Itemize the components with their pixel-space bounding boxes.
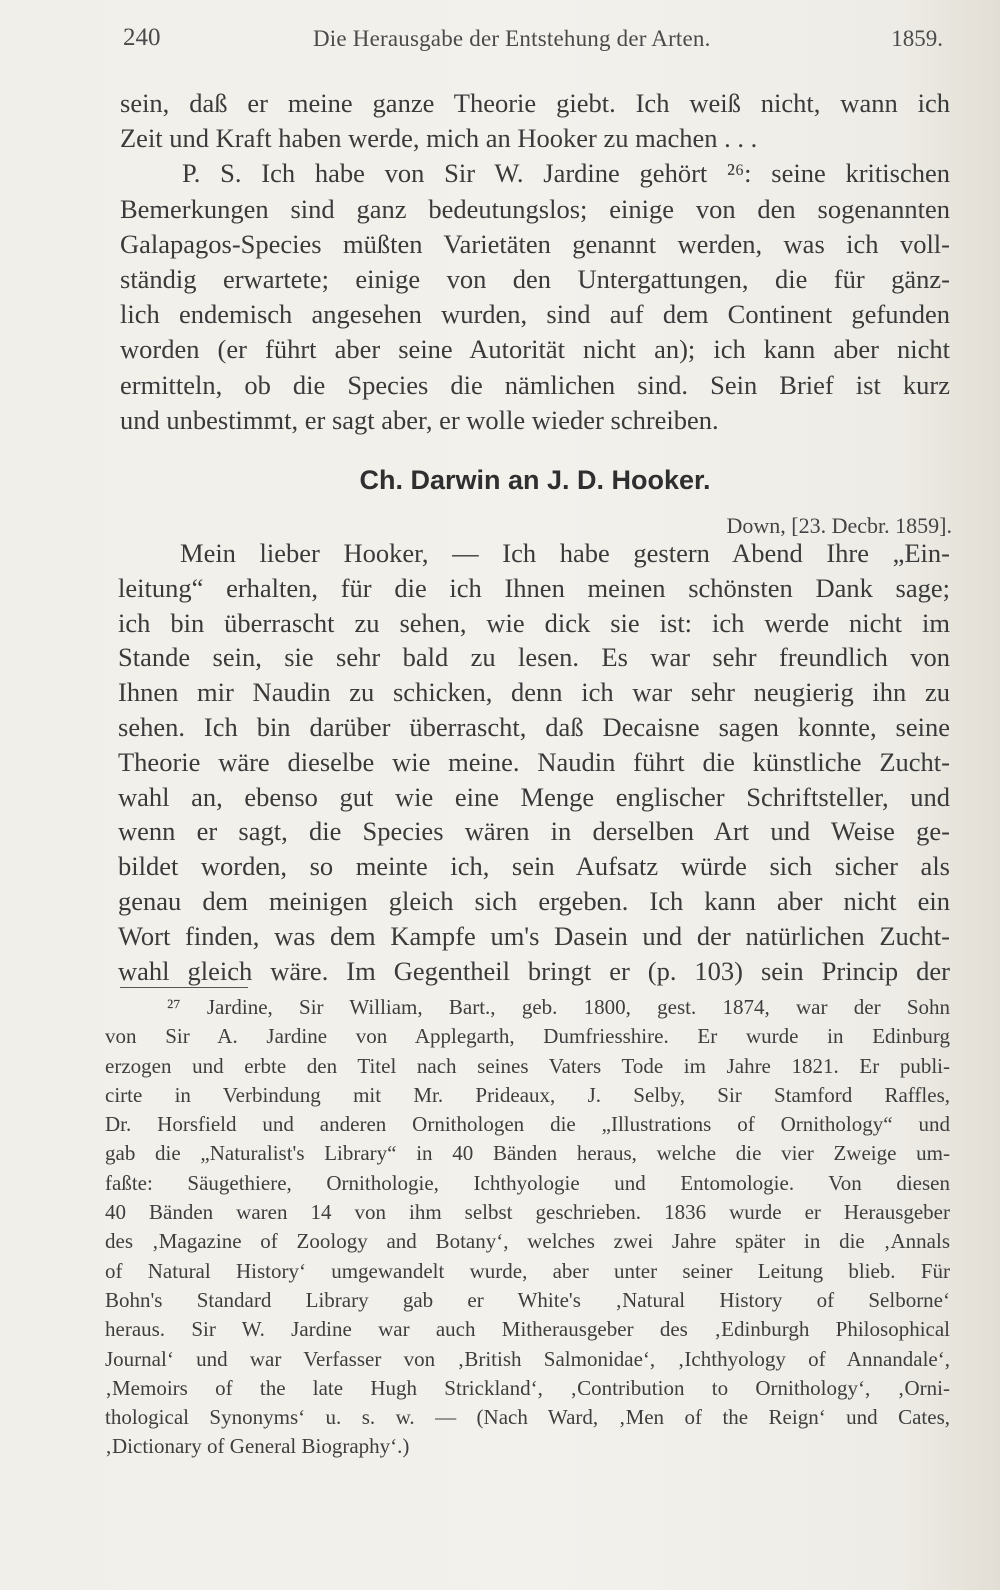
text-line: wahl gleich wäre. Im Gegentheil bringt er (p. 103) sein Princip der: [118, 955, 950, 986]
text-line: Mein lieber Hooker, — Ich habe gestern Abend Ihre „Ein-: [180, 538, 950, 568]
letter-heading: Ch. Darwin an J. D. Hooker.: [359, 465, 711, 495]
footnote-line: of Natural History‘ umgewandelt wurde, aber unter seiner Leitung blieb. Für: [105, 1258, 950, 1283]
footnote-line: ‚Dictionary of General Biography‘.): [105, 1434, 410, 1459]
text-line: ständig erwartete; einige von den Untergattungen, die für gänz-: [120, 263, 950, 294]
letter-body: [118, 536, 950, 988]
text-line: sehen. Ich bin darüber überrascht, daß Decaisne sagen konnte, seine: [118, 711, 950, 742]
text-line: wahl an, ebenso gut wie eine Menge englischer Schriftsteller, und: [118, 781, 950, 812]
page-number: 240: [123, 24, 161, 51]
text-line: P. S. Ich habe von Sir W. Jardine gehört ²⁶: seine kritischen: [182, 158, 950, 189]
footnote-line: heraus. Sir W. Jardine war auch Mitherausgeber des ‚Edinburgh Philosophical: [105, 1317, 950, 1342]
footnote-line: faßte: Säugethiere, Ornithologie, Ichthyologie und Entomologie. Von diesen: [105, 1170, 950, 1195]
text-line: Wort finden, was dem Kampfe um's Dasein und der natürlichen Zucht-: [118, 920, 950, 951]
text-line: Bemerkungen sind ganz bedeutungslos; einige von den sogenannten: [120, 193, 950, 224]
footnote-separator: [120, 987, 248, 988]
text-line: leitung“ erhalten, für die ich Ihnen meinen schönsten Dank sage;: [118, 572, 950, 603]
header-year: 1859.: [891, 26, 943, 51]
text-line: lich endemisch angesehen wurden, sind auf dem Continent gefunden: [120, 299, 950, 330]
text-line: ich bin überrascht zu sehen, wie dick sie ist: ich werde nicht im: [118, 607, 950, 638]
text-line: wenn er sagt, die Species wären in derselben Art und Weise ge-: [118, 816, 950, 847]
text-line: und unbestimmt, er sagt aber, er wolle wieder schreiben.: [120, 404, 719, 435]
footnote-line: von Sir A. Jardine von Applegarth, Dumfriesshire. Er wurde in Edinburg: [105, 1024, 950, 1049]
text-line: Stande sein, sie sehr bald zu lesen. Es war sehr freundlich von: [118, 642, 950, 673]
footnote-line: 40 Bänden waren 14 von ihm selbst geschrieben. 1836 wurde er Herausgeber: [105, 1200, 950, 1225]
text-line: Theorie wäre dieselbe wie meine. Naudin führt die künstliche Zucht-: [118, 746, 950, 777]
running-title: Die Herausgabe der Entstehung der Arten.: [313, 26, 711, 51]
continued-letter-text: [120, 86, 950, 438]
text-line: Galapagos-Species müßten Varietäten genannt werden, was ich voll-: [120, 228, 950, 259]
text-line: Zeit und Kraft haben werde, mich an Hooker zu machen . . .: [120, 123, 758, 154]
text-line: ermitteln, ob die Species die nämlichen sind. Sein Brief ist kurz: [120, 369, 950, 400]
footnote-line: ²⁷ Jardine, Sir William, Bart., geb. 1800, gest. 1874, war der Sohn: [167, 995, 950, 1019]
footnote-line: Journal‘ und war Verfasser von ‚British Salmonidae‘, ‚Ichthyology of Annandale‘,: [105, 1346, 950, 1371]
footnote-line: cirte in Verbindung mit Mr. Prideaux, J. Selby, Sir Stamford Raffles,: [105, 1082, 950, 1107]
page-header: [123, 24, 943, 64]
footnote-line: erzogen und erbte den Titel nach seines Vaters Tode im Jahre 1821. Er publi-: [105, 1053, 950, 1078]
letter-dateline: Down, [23. Decbr. 1859].: [726, 513, 952, 538]
footnote-line: Dr. Horsfield und anderen Ornithologen die „Illustrations of Ornithology“ und: [105, 1112, 950, 1137]
text-line: bildet worden, so meinte ich, sein Aufsatz würde sich sicher als: [118, 851, 950, 882]
footnote-line: des ‚Magazine of Zoology and Botany‘, welches zwei Jahre später in die ‚Annals: [105, 1229, 950, 1254]
footnote-line: Bohn's Standard Library gab er White's ‚Natural History of Selborne‘: [105, 1287, 950, 1312]
footnote-line: thological Synonyms‘ u. s. w. — (Nach Ward, ‚Men of the Reign‘ und Cates,: [105, 1405, 950, 1430]
text-line: Ihnen mir Naudin zu schicken, denn ich war sehr neugierig ihn zu: [118, 677, 950, 708]
footnote-line: ‚Memoirs of the late Hugh Strickland‘, ‚Contribution to Ornithology‘, ‚Orni-: [105, 1375, 950, 1400]
text-line: worden (er führt aber seine Autorität nicht an); ich kann aber nicht: [120, 334, 950, 365]
footnote-line: gab die „Naturalist's Library“ in 40 Bänden heraus, welche die vier Zweige um-: [105, 1141, 950, 1166]
text-line: genau dem meinigen gleich sich ergeben. Ich kann aber nicht ein: [118, 885, 950, 916]
footnote-block: [105, 993, 950, 1462]
text-line: sein, daß er meine ganze Theorie giebt. Ich weiß nicht, wann ich: [120, 88, 950, 118]
